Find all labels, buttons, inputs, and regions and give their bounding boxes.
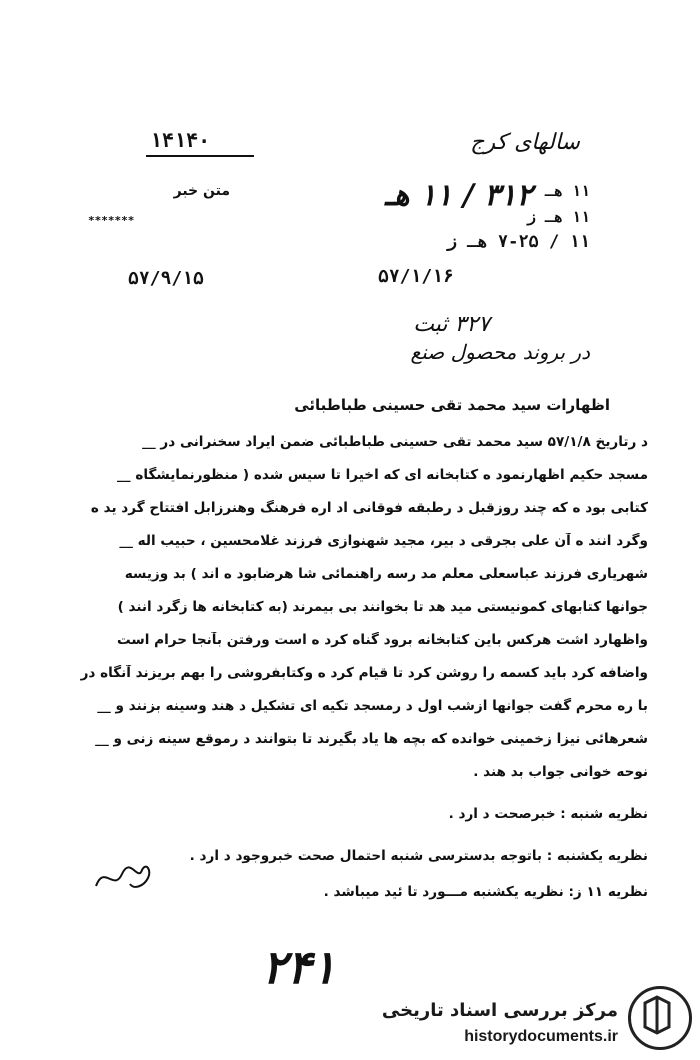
handwritten-reference-number: ۳۱۲ / ۱۱ هـ bbox=[385, 178, 533, 213]
signature-mark bbox=[90, 856, 160, 900]
body-line-8: واضافه کرد باید کسمه را روشن کرد تا قیام کرد ه وکتابفروشی را بهم بریزند آنگاه در bbox=[80, 665, 648, 681]
body-line-3: کتابی بود ه که چند روزقبل د رطبقه فوقانی اد اره فرهنگ وهنرزابل افتتاح گرد ید ه bbox=[90, 500, 648, 516]
code-line-2: ۱۱ هـ ز bbox=[526, 208, 590, 226]
body-line-6: جوانها کتابهای کمونیستی مید هد تا بخوانند بی بیمرند (به کتابخانه ها زگرد انند ) bbox=[117, 599, 648, 615]
opinion-saturday: نظریه شنبه : خبرصحت د ارد . bbox=[448, 806, 648, 822]
left-date: ۵۷/۹/۱۵ bbox=[128, 268, 204, 289]
handwritten-page-number: ۲۴۱ bbox=[262, 940, 337, 994]
body-line-5: شهریاری فرزند عباسعلی معلم مد رسه راهنمائی شا هرضابود ه اند ) بد وزیسه bbox=[124, 566, 648, 582]
body-line-7: واظهارد اشت هرکس باین کتابخانه برود گناه کرد ه است ورفتن بآنجا حرام است bbox=[116, 632, 648, 648]
handwritten-note-mid: ۳۲۷ ثبت bbox=[413, 312, 490, 337]
subject-stars: ******* bbox=[88, 214, 135, 227]
opinion-sunday: نظریه یکشنبه : باتوجه بدسترسی شنبه احتمال صحت خبروجود د ارد . bbox=[189, 848, 648, 864]
watermark-url: historydocuments.ir bbox=[464, 1028, 618, 1045]
file-number-underline bbox=[146, 155, 254, 157]
handwritten-note-top: سالهای کرج bbox=[470, 130, 580, 155]
body-line-10: شعرهائی نیزا زخمینی خوانده که بچه ها یاد بگیرند تا بتوانند د رموقع سینه زنی و __ bbox=[95, 731, 648, 747]
code-line-3: ۱۱ / ۷-۲۵ هـ ز bbox=[446, 232, 590, 252]
handwritten-note-mid-2: در بروند محصول صنع bbox=[410, 340, 590, 364]
opinion-final: نظریه ۱۱ ز: نظریه یکشنبه مـــورد تا ئید میباشد . bbox=[323, 884, 648, 900]
watermark-logo-icon bbox=[628, 986, 692, 1050]
file-number: ۱۴۱۴۰ bbox=[150, 128, 211, 152]
body-line-11: نوحه خوانی جواب بد هند . bbox=[473, 764, 648, 780]
watermark-name: مرکز بررسی اسناد تاریخی bbox=[381, 1000, 618, 1021]
body-line-4: وگرد انند ه آن علی بجرقی د بیر، مجید شهنوازی فرزند غلامحسین ، حبیب اله __ bbox=[119, 533, 648, 549]
body-line-9: با ره محرم گفت جوانها ازشب اول د رمسجد تکیه ای تشکیل د هند وسینه بزنند و __ bbox=[97, 698, 648, 714]
subject-label: متن خبر bbox=[173, 183, 230, 199]
document-title: اظهارات سید محمد تقی حسینی طباطبائی bbox=[294, 396, 610, 414]
right-date: ۵۷/۱/۱۶ bbox=[378, 266, 454, 287]
body-line-1: د رتاریخ ۵۷/۱/۸ سید محمد تقی حسینی طباطبائی ضمن ایراد سخنرانی در __ bbox=[142, 434, 648, 450]
code-line-1: ۱۱ هـ bbox=[544, 182, 590, 200]
body-line-2: مسجد حکیم اظهارنمود ه کتابخانه ای که اخیرا تا سیس شده ( منظورنمایشگاه __ bbox=[117, 467, 648, 483]
